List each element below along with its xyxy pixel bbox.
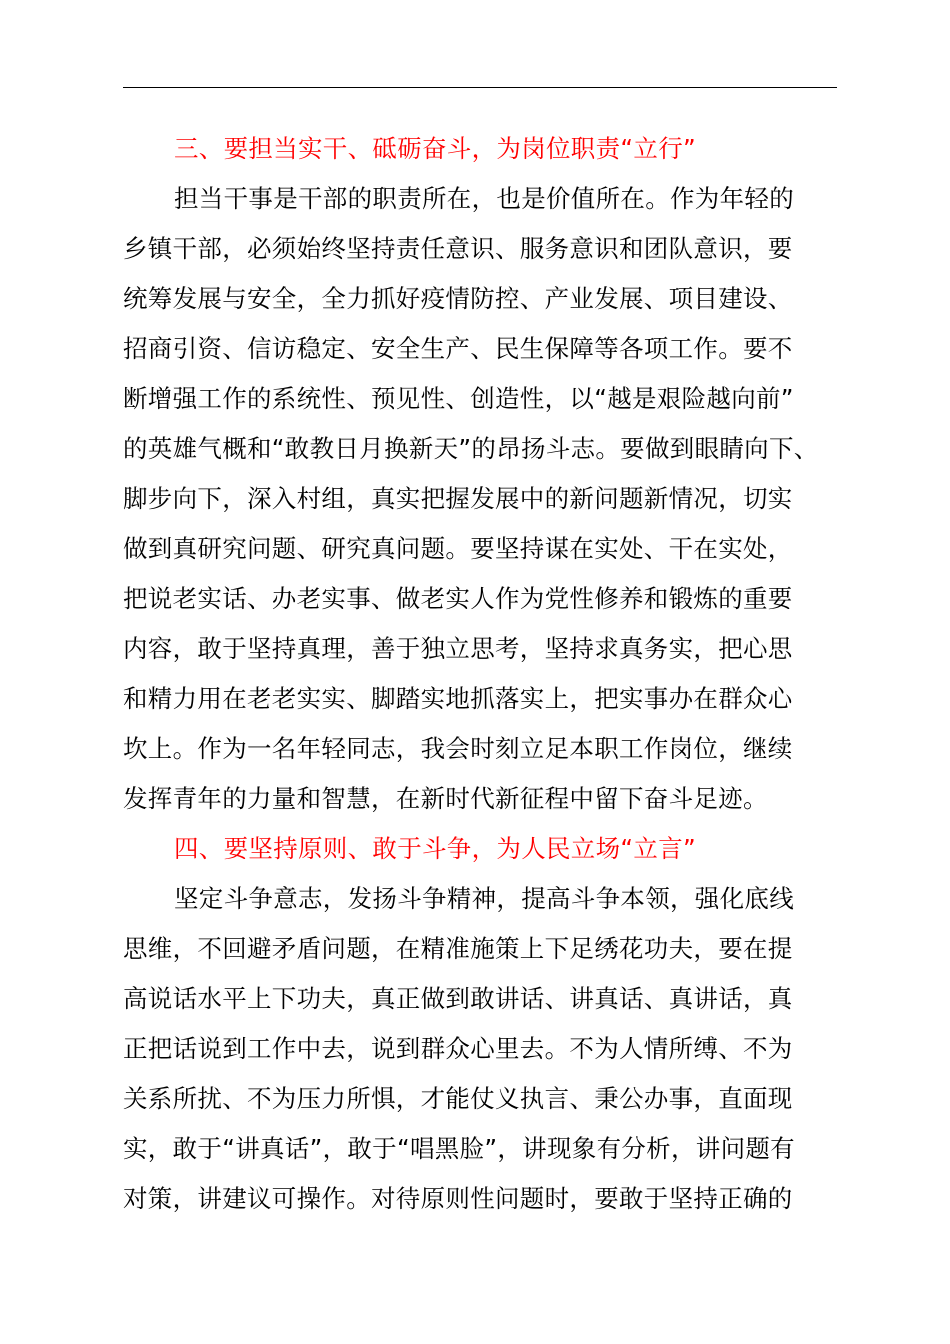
header-rule xyxy=(123,87,837,88)
paragraph-line: 统筹发展与安全，全力抓好疫情防控、产业发展、项目建设、 xyxy=(123,284,793,313)
paragraph-line: 发挥青年的力量和智慧，在新时代新征程中留下奋斗足迹。 xyxy=(123,784,768,813)
paragraph-line: 做到真研究问题、研究真问题。要坚持谋在实处、干在实处， xyxy=(123,534,793,563)
paragraph-line: 脚步向下，深入村组，真实把握发展中的新问题新情况，切实 xyxy=(123,484,793,513)
paragraph-line: 断增强工作的系统性、预见性、创造性，以“越是艰险越向前” xyxy=(123,384,794,413)
section-4-heading: 四、要坚持原则、敢于斗争，为人民立场“立言” xyxy=(174,834,696,863)
paragraph-line: 招商引资、信访稳定、安全生产、民生保障等各项工作。要不 xyxy=(123,334,793,363)
document-body xyxy=(123,124,837,1224)
paragraph-line: 高说话水平上下功夫，真正做到敢讲话、讲真话、真讲话，真 xyxy=(123,984,793,1013)
paragraph-line: 坚定斗争意志，发扬斗争精神，提高斗争本领，强化底线 xyxy=(174,884,794,913)
paragraph-line: 坎上。作为一名年轻同志，我会时刻立足本职工作岗位，继续 xyxy=(123,734,793,763)
paragraph-line: 的英雄气概和“敢教日月换新天”的昂扬斗志。要做到眼睛向下、 xyxy=(123,434,819,463)
paragraph-line: 乡镇干部，必须始终坚持责任意识、服务意识和团队意识，要 xyxy=(123,234,793,263)
paragraph-line: 关系所扰、不为压力所惧，才能仗义执言、秉公办事，直面现 xyxy=(123,1084,793,1113)
paragraph-line: 思维，不回避矛盾问题，在精准施策上下足绣花功夫，要在提 xyxy=(123,934,793,963)
paragraph-line: 把说老实话、办老实事、做老实人作为党性修养和锻炼的重要 xyxy=(123,584,793,613)
paragraph-line: 实，敢于“讲真话”，敢于“唱黑脸”，讲现象有分析，讲问题有 xyxy=(123,1134,795,1163)
paragraph-line: 对策，讲建议可操作。对待原则性问题时，要敢于坚持正确的 xyxy=(123,1184,793,1213)
paragraph-line: 内容，敢于坚持真理，善于独立思考，坚持求真务实，把心思 xyxy=(123,634,793,663)
paragraph-line: 正把话说到工作中去，说到群众心里去。不为人情所缚、不为 xyxy=(123,1034,793,1063)
section-3-heading: 三、要担当实干、砥砺奋斗，为岗位职责“立行” xyxy=(174,134,696,163)
paragraph-line: 担当干事是干部的职责所在，也是价值所在。作为年轻的 xyxy=(174,184,794,213)
paragraph-line: 和精力用在老老实实、脚踏实地抓落实上，把实事办在群众心 xyxy=(123,684,793,713)
